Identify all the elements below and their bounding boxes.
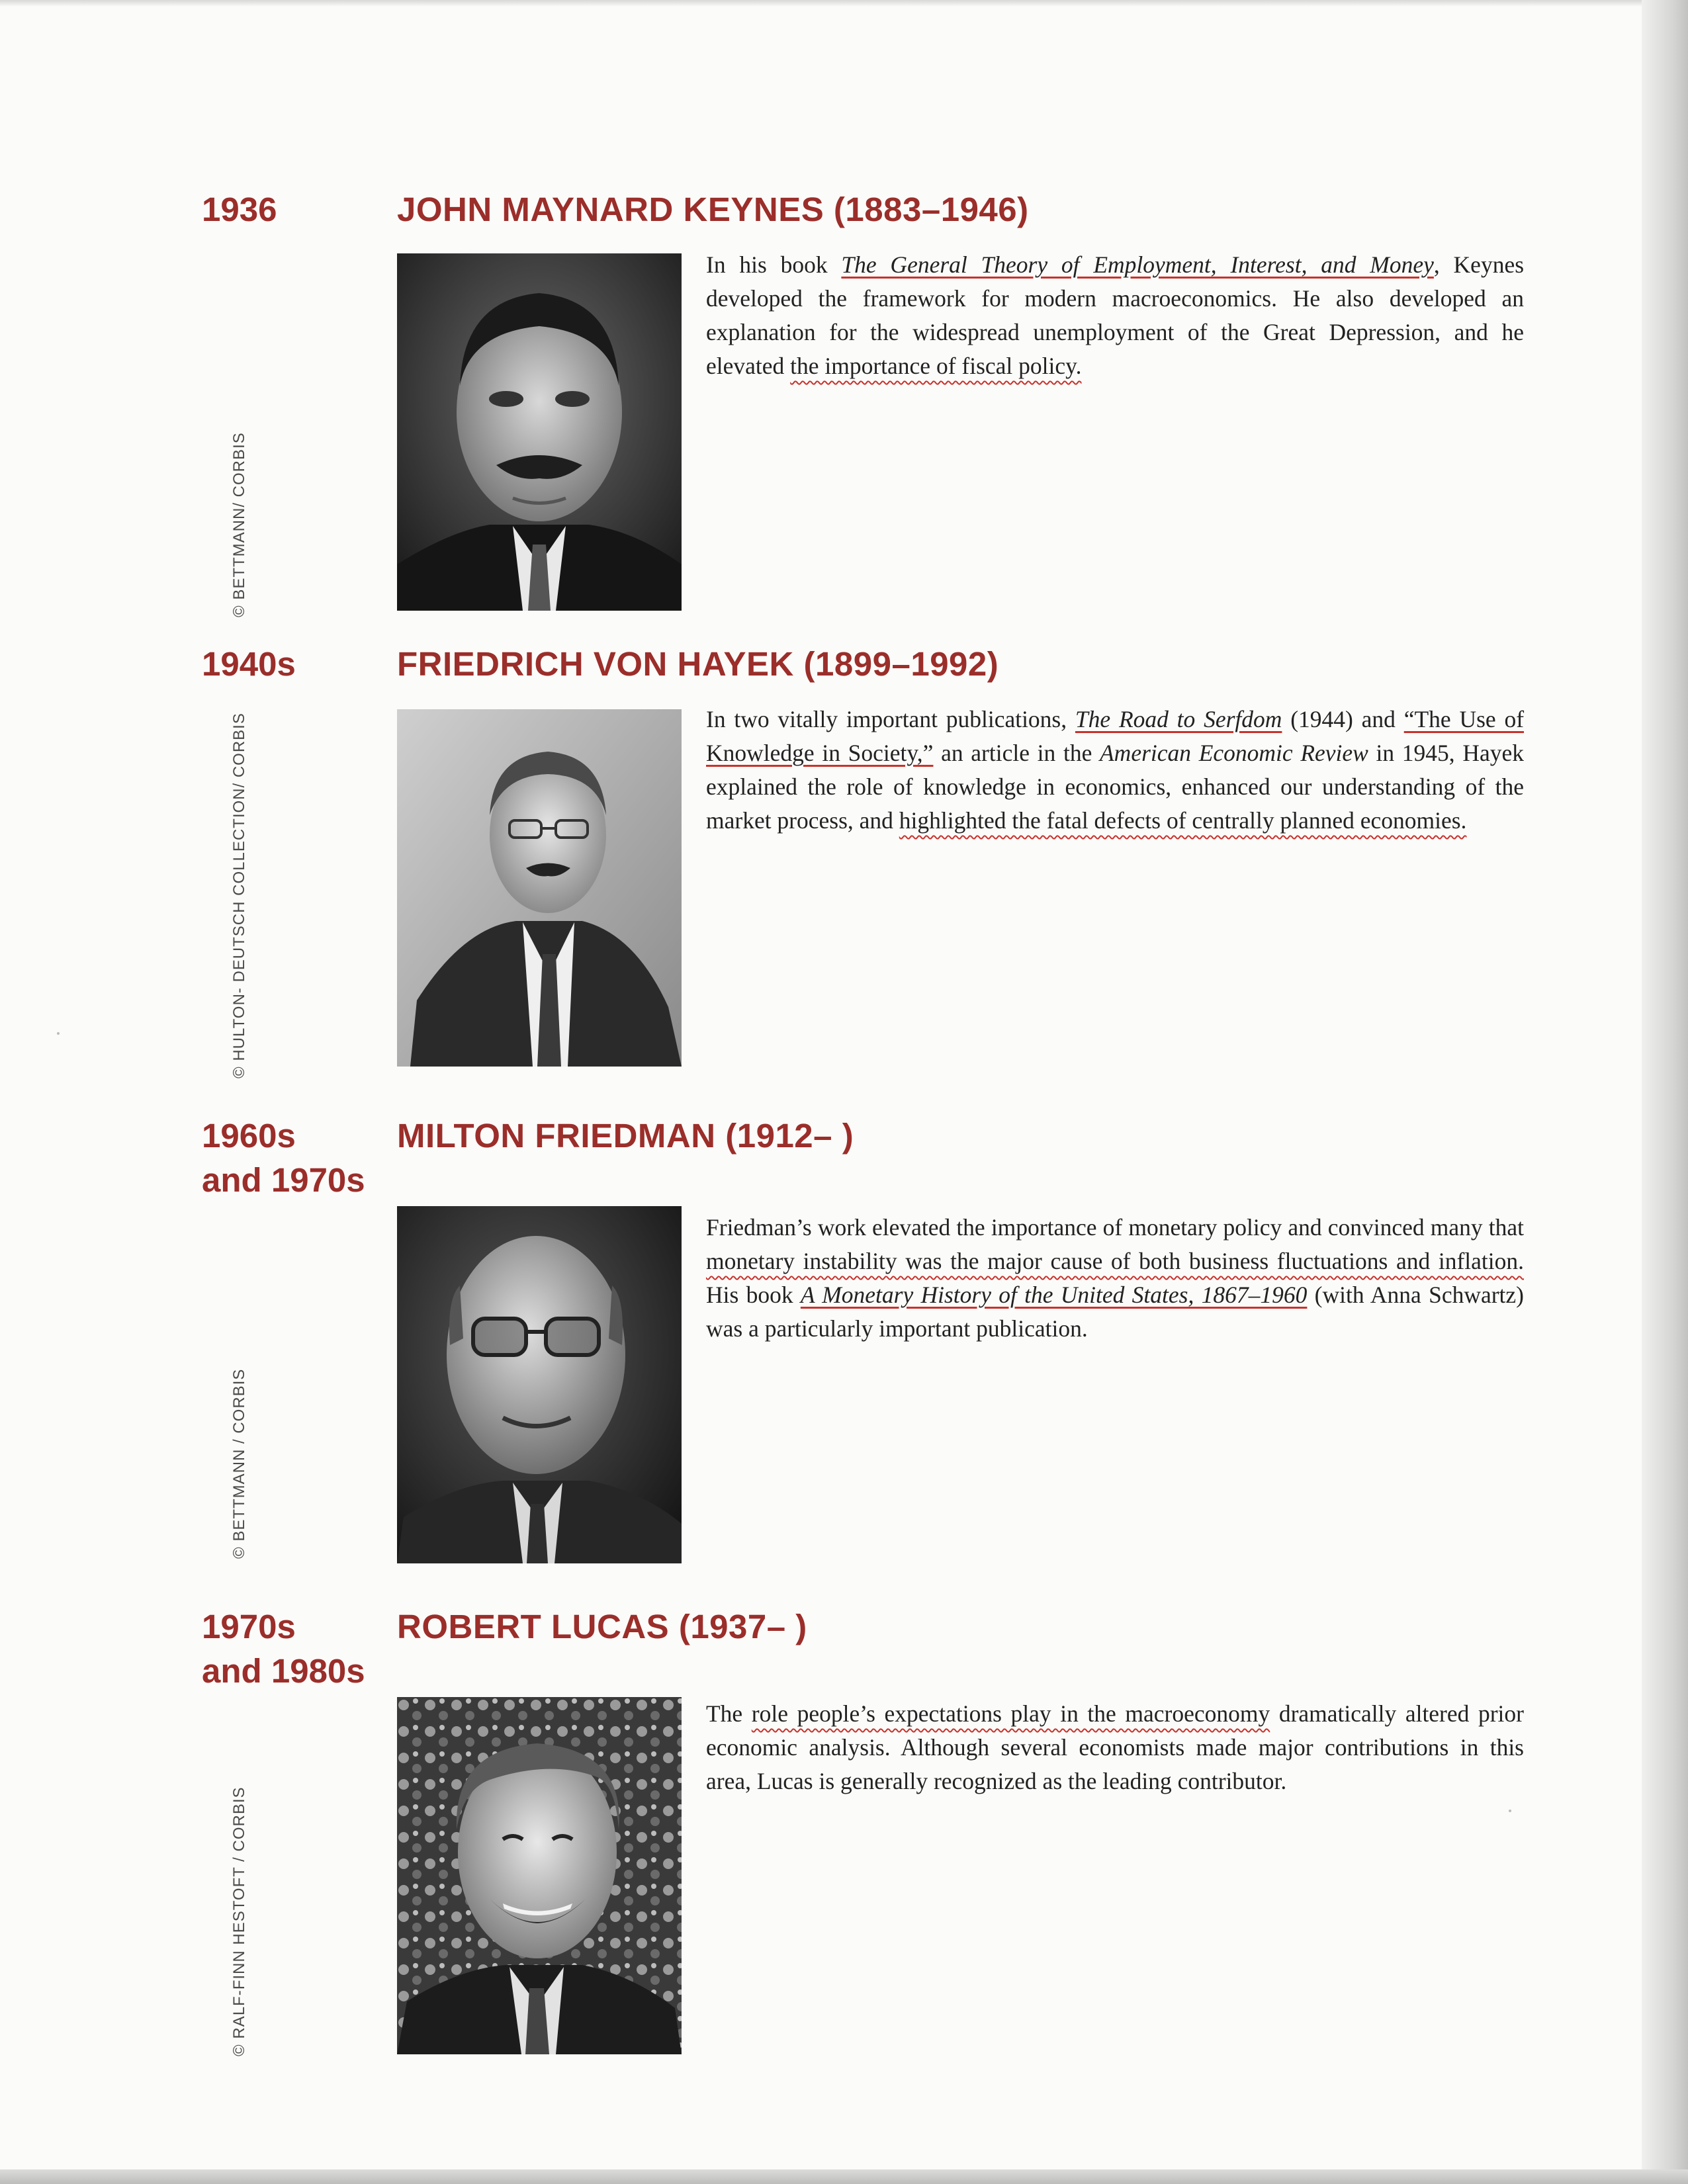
portrait-friedman-image	[397, 1206, 682, 1563]
economist-name: JOHN MAYNARD KEYNES (1883–1946)	[397, 191, 1029, 228]
scan-speck	[57, 1032, 60, 1035]
era-label	[202, 1604, 365, 1693]
description	[706, 703, 1524, 838]
era-line: and 1970s	[202, 1161, 365, 1199]
text-run: The	[706, 1700, 752, 1727]
scan-speck	[1509, 1810, 1511, 1812]
highlighted-phrase: role people’s expectations play in the macroeconomy	[751, 1700, 1270, 1727]
portrait-hayek-image	[397, 709, 682, 1067]
portrait-photo	[397, 1206, 682, 1563]
journal-title: American Economic Review	[1100, 740, 1368, 766]
text-run: In his book	[706, 251, 842, 278]
text-run: , Keynes developed the framework for modern macroeconomics. He also developed an explanation for the widespread unemployment of the Great Depression, and he elevated	[706, 251, 1525, 379]
portrait-photo	[397, 709, 682, 1067]
text-run: Friedman’s work elevated the importance of monetary policy and convinced many that	[706, 1214, 1524, 1241]
text-run: dramatically altered prior economic analysis. Although several economists made major contributions in this area, Lucas is generally recognized as the leading contributor.	[706, 1700, 1524, 1794]
economist-name: ROBERT LUCAS (1937– )	[397, 1608, 807, 1645]
portrait-lucas-image	[397, 1697, 682, 2054]
description	[706, 248, 1524, 383]
era-line: and 1980s	[202, 1652, 365, 1690]
book-title: The Road to Serfdom	[1075, 706, 1282, 732]
book-title: The General Theory of Employment, Interest, and Money	[841, 251, 1434, 278]
economist-name: FRIEDRICH VON HAYEK (1899–1992)	[397, 645, 999, 683]
portrait-photo	[397, 253, 682, 611]
era-line: 1940s	[202, 645, 296, 683]
photo-credit: © RALF-FINN HESTOFT / CORBIS	[230, 1786, 248, 2056]
scan-edge-bottom	[0, 2169, 1688, 2184]
era-line: 1936	[202, 191, 277, 228]
scan-edge-top	[0, 0, 1688, 7]
photo-credit: © BETTMANN/ CORBIS	[230, 432, 248, 617]
book-title: A Monetary History of the United States, 1867–1960	[800, 1282, 1308, 1308]
text-run: in 1945, Hayek explained the role of knowledge in economics, enhanced our understanding of the market process, and	[706, 740, 1525, 834]
portrait-keynes-image	[397, 253, 682, 611]
highlighted-phrase: highlighted the fatal defects of centrally planned economies.	[899, 807, 1467, 834]
portrait-photo	[397, 1697, 682, 2054]
text-run: His book	[706, 1282, 801, 1308]
text-run: (1944) and	[1282, 706, 1404, 732]
era-line: 1970s	[202, 1608, 296, 1645]
era-label	[202, 1114, 365, 1202]
description	[706, 1697, 1524, 1798]
highlighted-phrase: monetary instability was the major cause of both business fluctuations and inflation.	[706, 1248, 1524, 1274]
photo-credit: © BETTMANN / CORBIS	[230, 1368, 248, 1559]
era-label	[202, 187, 277, 232]
text-run: (with Anna Schwartz) was a particularly important publication.	[706, 1282, 1524, 1342]
era-label	[202, 642, 296, 686]
highlighted-phrase: the importance of fiscal policy.	[790, 353, 1082, 379]
description	[706, 1211, 1524, 1346]
photo-credit: © HULTON- DEUTSCH COLLECTION/ CORBIS	[230, 713, 248, 1078]
economist-name: MILTON FRIEDMAN (1912– )	[397, 1117, 854, 1155]
scan-edge-right	[1642, 0, 1688, 2184]
era-line: 1960s	[202, 1117, 296, 1155]
text-run: In two vitally important publications,	[706, 706, 1075, 732]
text-run: an article in the	[933, 740, 1100, 766]
article-title: “The Use of Knowledge in Society,”	[706, 706, 1525, 766]
